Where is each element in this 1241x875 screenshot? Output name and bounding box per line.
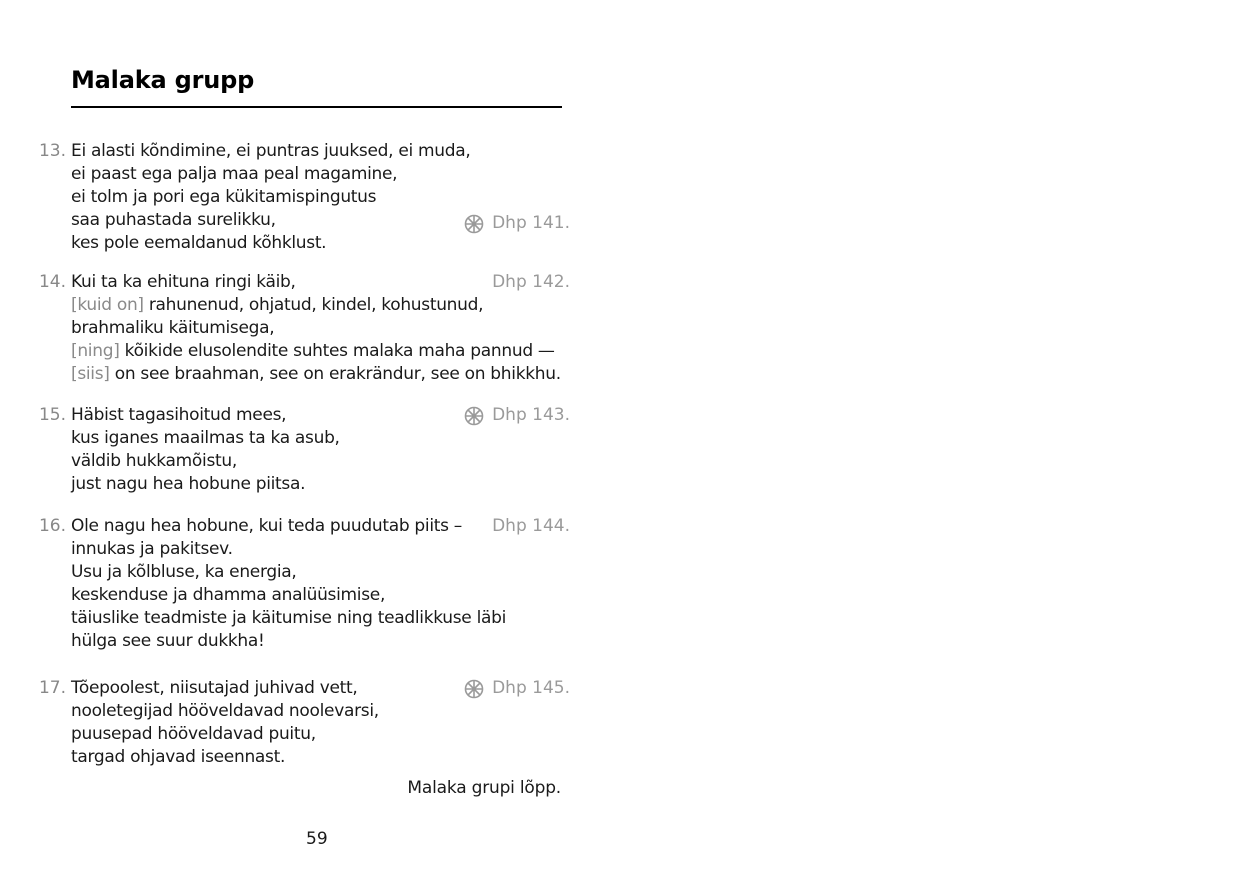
- reference-text: Dhp 142.: [492, 272, 570, 292]
- verse-line: [71, 340, 571, 363]
- verse-17: [30, 677, 570, 769]
- verse-reference: [492, 271, 570, 294]
- verse-15: [30, 404, 570, 496]
- verse-number: 13.: [38, 141, 66, 161]
- verse-13: [30, 140, 570, 255]
- verse-line: targad ohjavad iseennast.: [71, 747, 286, 767]
- line-text: on see braahman, see on erakrändur, see on bhikkhu.: [109, 364, 561, 384]
- verse-line: keskenduse ja dhamma analüüsimise,: [71, 585, 386, 605]
- verse-line: Häbist tagasihoitud mees,: [71, 405, 287, 425]
- verse-line: väldib hukkamõistu,: [71, 451, 237, 471]
- bracketed-insertion: [siis]: [71, 364, 110, 384]
- bracketed-insertion: [kuid on]: [71, 295, 144, 315]
- verse-14: [30, 271, 570, 386]
- verse-number: 14.: [38, 272, 66, 292]
- bracketed-insertion: [ning]: [71, 341, 120, 361]
- verse-line: just nagu hea hobune piitsa.: [71, 474, 306, 494]
- verse-number: 17.: [38, 678, 66, 698]
- line-text: rahunenud, ohjatud, kindel, kohustunud,: [143, 295, 484, 315]
- verse-line: Ei alasti kõndimine, ei puntras juuksed, ei muda,: [71, 141, 471, 161]
- verse-line: innukas ja pakitsev.: [71, 539, 233, 559]
- verse-reference: [492, 515, 570, 538]
- verse-16: [30, 515, 570, 653]
- verse-line: [71, 294, 571, 317]
- page-number: 59: [306, 829, 328, 849]
- verse-line: täiuslike teadmiste ja käitumise ning teadlikkuse läbi: [71, 608, 507, 628]
- verse-line: hülga see suur dukkha!: [71, 631, 265, 651]
- verse-line: nooletegijad hööveldavad noolevarsi,: [71, 701, 379, 721]
- line-text: kõikide elusolendite suhtes malaka maha pannud —: [119, 341, 555, 361]
- title-divider: [71, 106, 562, 108]
- verse-reference: [464, 677, 570, 700]
- verse-line: [71, 317, 571, 340]
- page-title: Malaka grupp: [71, 66, 255, 94]
- verse-line: Usu ja kõlbluse, ka energia,: [71, 562, 297, 582]
- verse-line: ei paast ega palja maa peal magamine,: [71, 164, 398, 184]
- verse-text: [71, 140, 571, 255]
- verse-number: 15.: [38, 405, 66, 425]
- line-text: Kui ta ka ehituna ringi käib,: [71, 272, 296, 292]
- verse-reference: [464, 212, 570, 235]
- dharma-wheel-icon: [464, 214, 484, 234]
- line-text: brahmaliku käitumisega,: [71, 318, 275, 338]
- dharma-wheel-icon: [464, 679, 484, 699]
- reference-text: Dhp 144.: [492, 516, 570, 536]
- verse-line: kus iganes maailmas ta ka asub,: [71, 428, 340, 448]
- verse-line: [71, 363, 571, 386]
- reference-text: Dhp 143.: [492, 405, 570, 425]
- verse-line: ei tolm ja pori ega kükitamispingutus: [71, 187, 377, 207]
- dharma-wheel-icon: [464, 406, 484, 426]
- chapter-ending: Malaka grupi lõpp.: [407, 778, 561, 798]
- reference-text: Dhp 141.: [492, 213, 570, 233]
- verse-number: 16.: [38, 516, 66, 536]
- verse-reference: [464, 404, 570, 427]
- verse-line: Ole nagu hea hobune, kui teda puudutab piits –: [71, 516, 462, 536]
- verse-line: kes pole eemaldanud kõhklust.: [71, 233, 327, 253]
- verse-line: saa puhastada surelikku,: [71, 210, 276, 230]
- reference-text: Dhp 145.: [492, 678, 570, 698]
- verse-line: puusepad hööveldavad puitu,: [71, 724, 316, 744]
- verse-line: Tõepoolest, niisutajad juhivad vett,: [71, 678, 358, 698]
